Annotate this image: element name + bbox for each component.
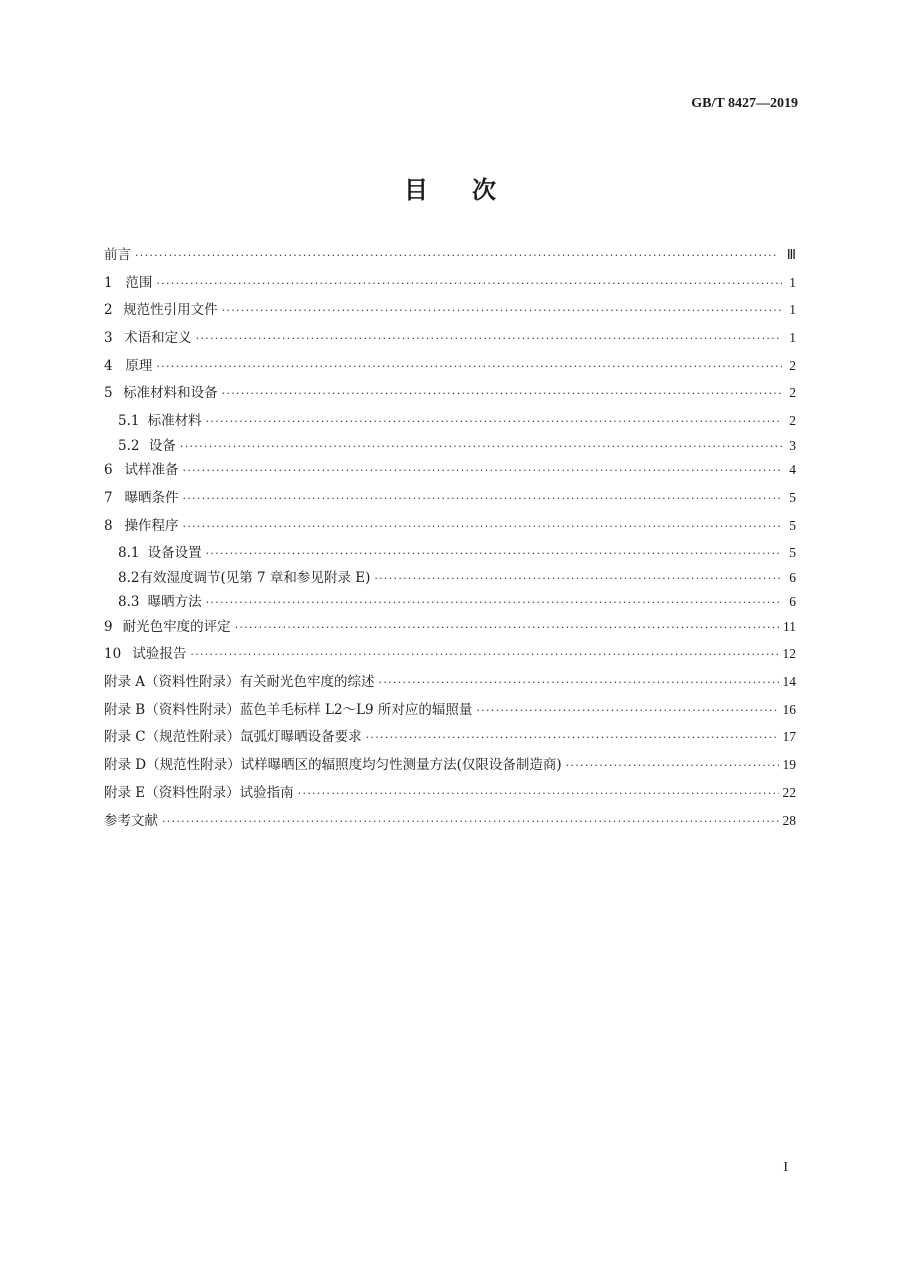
toc-entry[interactable] [104, 541, 796, 566]
toc-entry-number: 8.3 [118, 594, 140, 611]
table-of-contents [104, 243, 796, 836]
toc-entry-page: 2 [789, 385, 796, 401]
toc-entry[interactable] [104, 271, 796, 299]
toc-leader-dots [222, 387, 782, 400]
toc-entry-page: 17 [782, 729, 796, 745]
toc-entry-page: Ⅲ [786, 247, 796, 262]
toc-entry-label: 标准材料和设备 [123, 385, 218, 402]
toc-entry-label: 范围 [125, 274, 153, 291]
toc-leader-dots [183, 492, 782, 505]
toc-entry-page: 1 [789, 330, 796, 346]
toc-entry-number: 9 [104, 618, 113, 635]
toc-entry-label: 试样准备 [124, 462, 179, 479]
toc-entry-page: 5 [789, 517, 796, 533]
toc-entry-number: 附录 E（资料性附录） [104, 784, 240, 801]
toc-entry[interactable] [104, 458, 796, 486]
standard-code: GB/T 8427—2019 [691, 96, 798, 111]
toc-entry[interactable] [104, 725, 796, 753]
toc-entry[interactable] [104, 514, 796, 542]
toc-entry-page: 22 [782, 784, 796, 800]
toc-entry-number: 2 [104, 302, 113, 319]
toc-entry-page: 5 [789, 545, 796, 561]
toc-entry-label: 参考文献 [104, 812, 158, 829]
toc-leader-dots [566, 759, 779, 772]
toc-entry[interactable] [104, 642, 796, 670]
toc-leader-dots [222, 304, 782, 317]
toc-entry-number: 8 [104, 517, 113, 534]
toc-entry[interactable] [104, 486, 796, 514]
toc-entry-label: 规范性引用文件 [123, 302, 218, 319]
toc-leader-dots [379, 676, 779, 689]
toc-entry[interactable] [104, 354, 796, 382]
toc-entry-page: 16 [782, 701, 796, 717]
page-title [0, 170, 900, 205]
toc-entry-label: 曝晒条件 [124, 489, 179, 506]
toc-entry-label: 氙弧灯曝晒设备要求 [240, 729, 362, 746]
toc-entry-number: 5.2 [118, 437, 140, 454]
toc-entry-number: 8.1 [118, 545, 140, 562]
toc-leader-dots [298, 787, 779, 800]
toc-entry-label: 术语和定义 [124, 330, 192, 347]
toc-entry[interactable] [104, 298, 796, 326]
toc-entry-page: 14 [782, 674, 796, 690]
toc-entry[interactable] [104, 809, 796, 837]
toc-leader-dots [196, 332, 782, 345]
toc-entry-label: 蓝色羊毛标样 L2～L9 所对应的辐照量 [239, 701, 473, 718]
toc-entry-label: 设备 [148, 437, 176, 454]
toc-leader-dots [374, 572, 782, 585]
toc-entry-label: 试样曝晒区的辐照度均匀性测量方法(仅限设备制造商) [240, 757, 562, 774]
toc-entry-page: 6 [789, 569, 796, 585]
toc-entry-number: 6 [104, 462, 113, 479]
page-title-part2: 次 [472, 175, 496, 204]
toc-leader-dots [235, 621, 779, 634]
toc-entry-number: 附录 B（资料性附录） [104, 701, 240, 718]
toc-entry-number: 4 [104, 357, 113, 374]
toc-leader-dots [206, 596, 782, 609]
toc-leader-dots [156, 360, 782, 373]
toc-entry-number: 3 [104, 330, 113, 347]
toc-entry[interactable] [104, 409, 796, 434]
toc-entry-label: 操作程序 [124, 517, 179, 534]
toc-entry-page: 3 [789, 437, 796, 453]
toc-entry[interactable] [104, 670, 796, 698]
page-title-part1: 目 [404, 175, 428, 204]
toc-leader-dots [183, 464, 782, 477]
toc-entry-number: 附录 A（资料性附录） [104, 674, 240, 691]
toc-entry-number: 附录 D（规范性附录） [104, 757, 241, 774]
toc-entry-page: 2 [789, 357, 796, 373]
toc-entry[interactable] [104, 381, 796, 409]
toc-entry[interactable] [104, 434, 796, 459]
toc-leader-dots [206, 547, 782, 560]
toc-leader-dots [183, 520, 782, 533]
toc-leader-dots [366, 731, 779, 744]
toc-entry-page: 1 [789, 302, 796, 318]
toc-entry[interactable] [104, 698, 796, 726]
toc-entry-label: 前言 [104, 247, 131, 263]
toc-entry-label: 试验报告 [132, 646, 187, 663]
toc-entry-page: 6 [789, 594, 796, 610]
toc-entry-label: 耐光色牢度的评定 [122, 618, 231, 635]
toc-entry-label: 曝晒方法 [147, 594, 202, 611]
toc-entry-page: 2 [789, 413, 796, 429]
toc-entry-page: 19 [782, 757, 796, 773]
toc-leader-dots [180, 440, 782, 453]
toc-entry-number: 7 [104, 489, 113, 506]
toc-entry-label: 试验指南 [239, 784, 294, 801]
toc-entry-number: 10 [104, 646, 122, 663]
toc-entry[interactable] [104, 326, 796, 354]
toc-entry[interactable] [104, 615, 796, 643]
toc-entry[interactable] [104, 781, 796, 809]
toc-entry-label: 原理 [125, 357, 153, 374]
toc-entry-number: 1 [104, 274, 113, 291]
toc-entry-number: 5.1 [118, 413, 140, 430]
toc-entry-page: 5 [789, 489, 796, 505]
toc-entry-number: 8.2 [118, 569, 140, 586]
toc-entry-page: 12 [782, 646, 796, 662]
toc-leader-dots [190, 648, 778, 661]
toc-entry[interactable] [104, 566, 796, 591]
toc-entry-label: 设备设置 [147, 545, 202, 562]
toc-entry-page: 1 [789, 274, 796, 290]
toc-entry-number: 5 [104, 385, 113, 402]
toc-leader-dots [162, 815, 779, 828]
page-number: I [783, 1160, 788, 1175]
toc-entry-label: 标准材料 [147, 413, 202, 430]
toc-leader-dots [135, 249, 782, 262]
toc-leader-dots [476, 704, 778, 717]
toc-entry[interactable] [104, 590, 796, 615]
toc-entry[interactable] [104, 243, 796, 271]
toc-entry[interactable] [104, 753, 796, 781]
toc-entry-number: 附录 C（规范性附录） [104, 729, 241, 746]
toc-entry-label: 有效湿度调节(见第 7 章和参见附录 E) [139, 569, 371, 586]
toc-entry-page: 4 [789, 462, 796, 478]
toc-entry-page: 11 [783, 618, 796, 634]
toc-leader-dots [156, 277, 782, 290]
toc-entry-label: 有关耐光色牢度的综述 [239, 674, 375, 691]
toc-leader-dots [206, 415, 782, 428]
toc-entry-page: 28 [782, 812, 796, 828]
